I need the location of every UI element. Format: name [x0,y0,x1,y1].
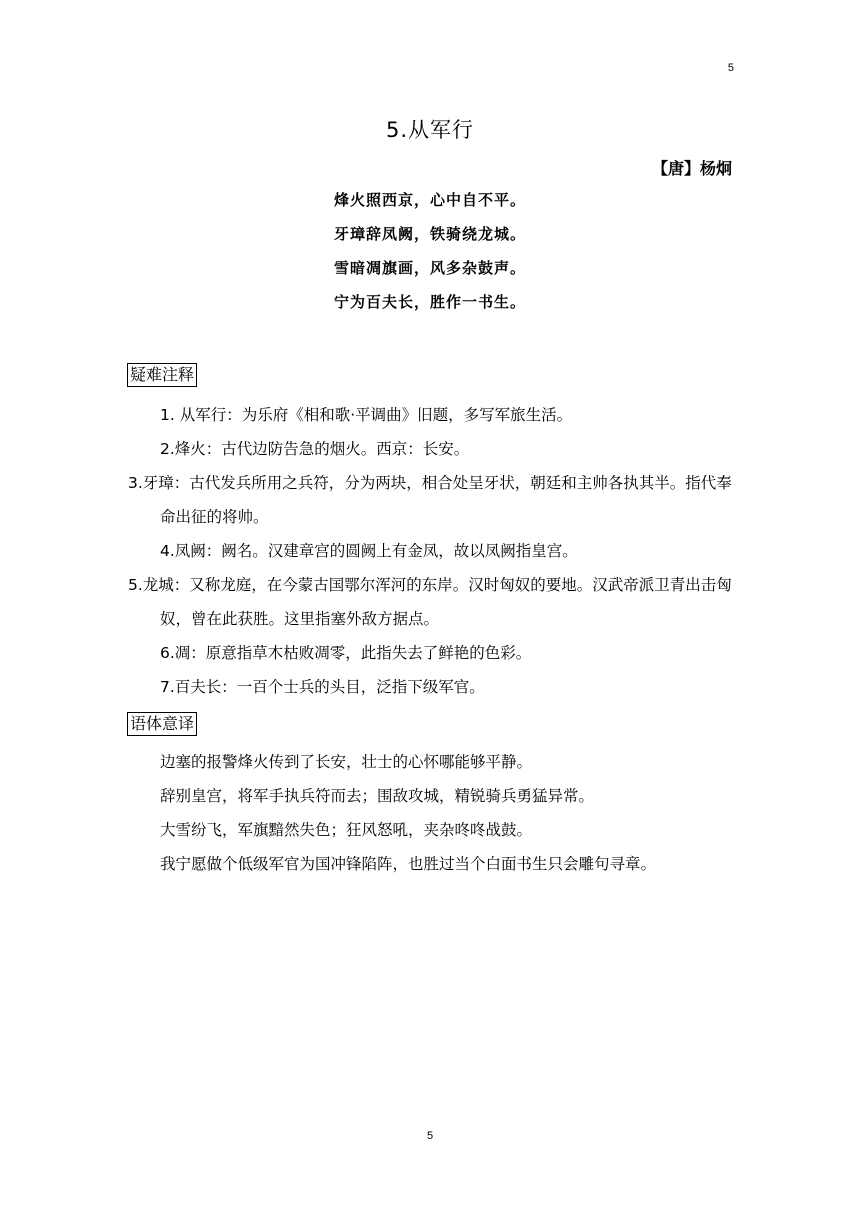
note-item: 2.烽火：古代边防告急的烟火。西京：长安。 [160,440,470,458]
poem-title: 5.从军行 [385,118,475,142]
page-number-bottom: 5 [426,1130,434,1142]
notes-heading: 疑难注释 [127,363,197,387]
translation-line: 我宁愿做个低级军官为国冲锋陷阵，也胜过当个白面书生只会雕句寻章。 [160,855,657,873]
poem-line: 烽火照西京，心中自不平。 [333,191,526,209]
notes-list [128,398,740,704]
note-item: 5.龙城：又称龙庭，在今蒙古国鄂尔浑河的东岸。汉时匈奴的要地。汉武帝派卫青出击匈奴，曾在此获胜。这里指塞外敌方据点。 [128,576,732,628]
note-item: 6.凋：原意指草木枯败凋零，此指失去了鲜艳的色彩。 [160,644,532,662]
translation-body [160,745,760,881]
poem-body [0,186,860,322]
poem-author: 【唐】杨炯 [651,159,732,178]
note-item: 3.牙璋：古代发兵所用之兵符，分为两块，相合处呈牙状，朝廷和主帅各执其半。指代奉命出征的将帅。 [128,474,732,526]
note-item: 7.百夫长：一百个士兵的头目，泛指下级军官。 [160,678,485,696]
note-item: 1. 从军行：为乐府《相和歌·平调曲》旧题，多写军旅生活。 [160,406,573,424]
translation-heading: 语体意译 [127,712,197,736]
page-number-top: 5 [727,62,734,74]
translation-line: 边塞的报警烽火传到了长安，壮士的心怀哪能够平静。 [160,753,533,771]
poem-line: 雪暗凋旗画，风多杂鼓声。 [333,259,526,277]
translation-line: 辞别皇宫，将军手执兵符而去；围敌攻城，精锐骑兵勇猛异常。 [160,787,595,805]
translation-line: 大雪纷飞，军旗黯然失色；狂风怒吼，夹杂咚咚战鼓。 [160,821,533,839]
poem-line: 牙璋辞凤阙，铁骑绕龙城。 [333,225,526,243]
note-item: 4.凤阙：阙名。汉建章宫的圆阙上有金凤，故以凤阙指皇宫。 [160,542,578,560]
poem-line: 宁为百夫长，胜作一书生。 [333,293,526,311]
